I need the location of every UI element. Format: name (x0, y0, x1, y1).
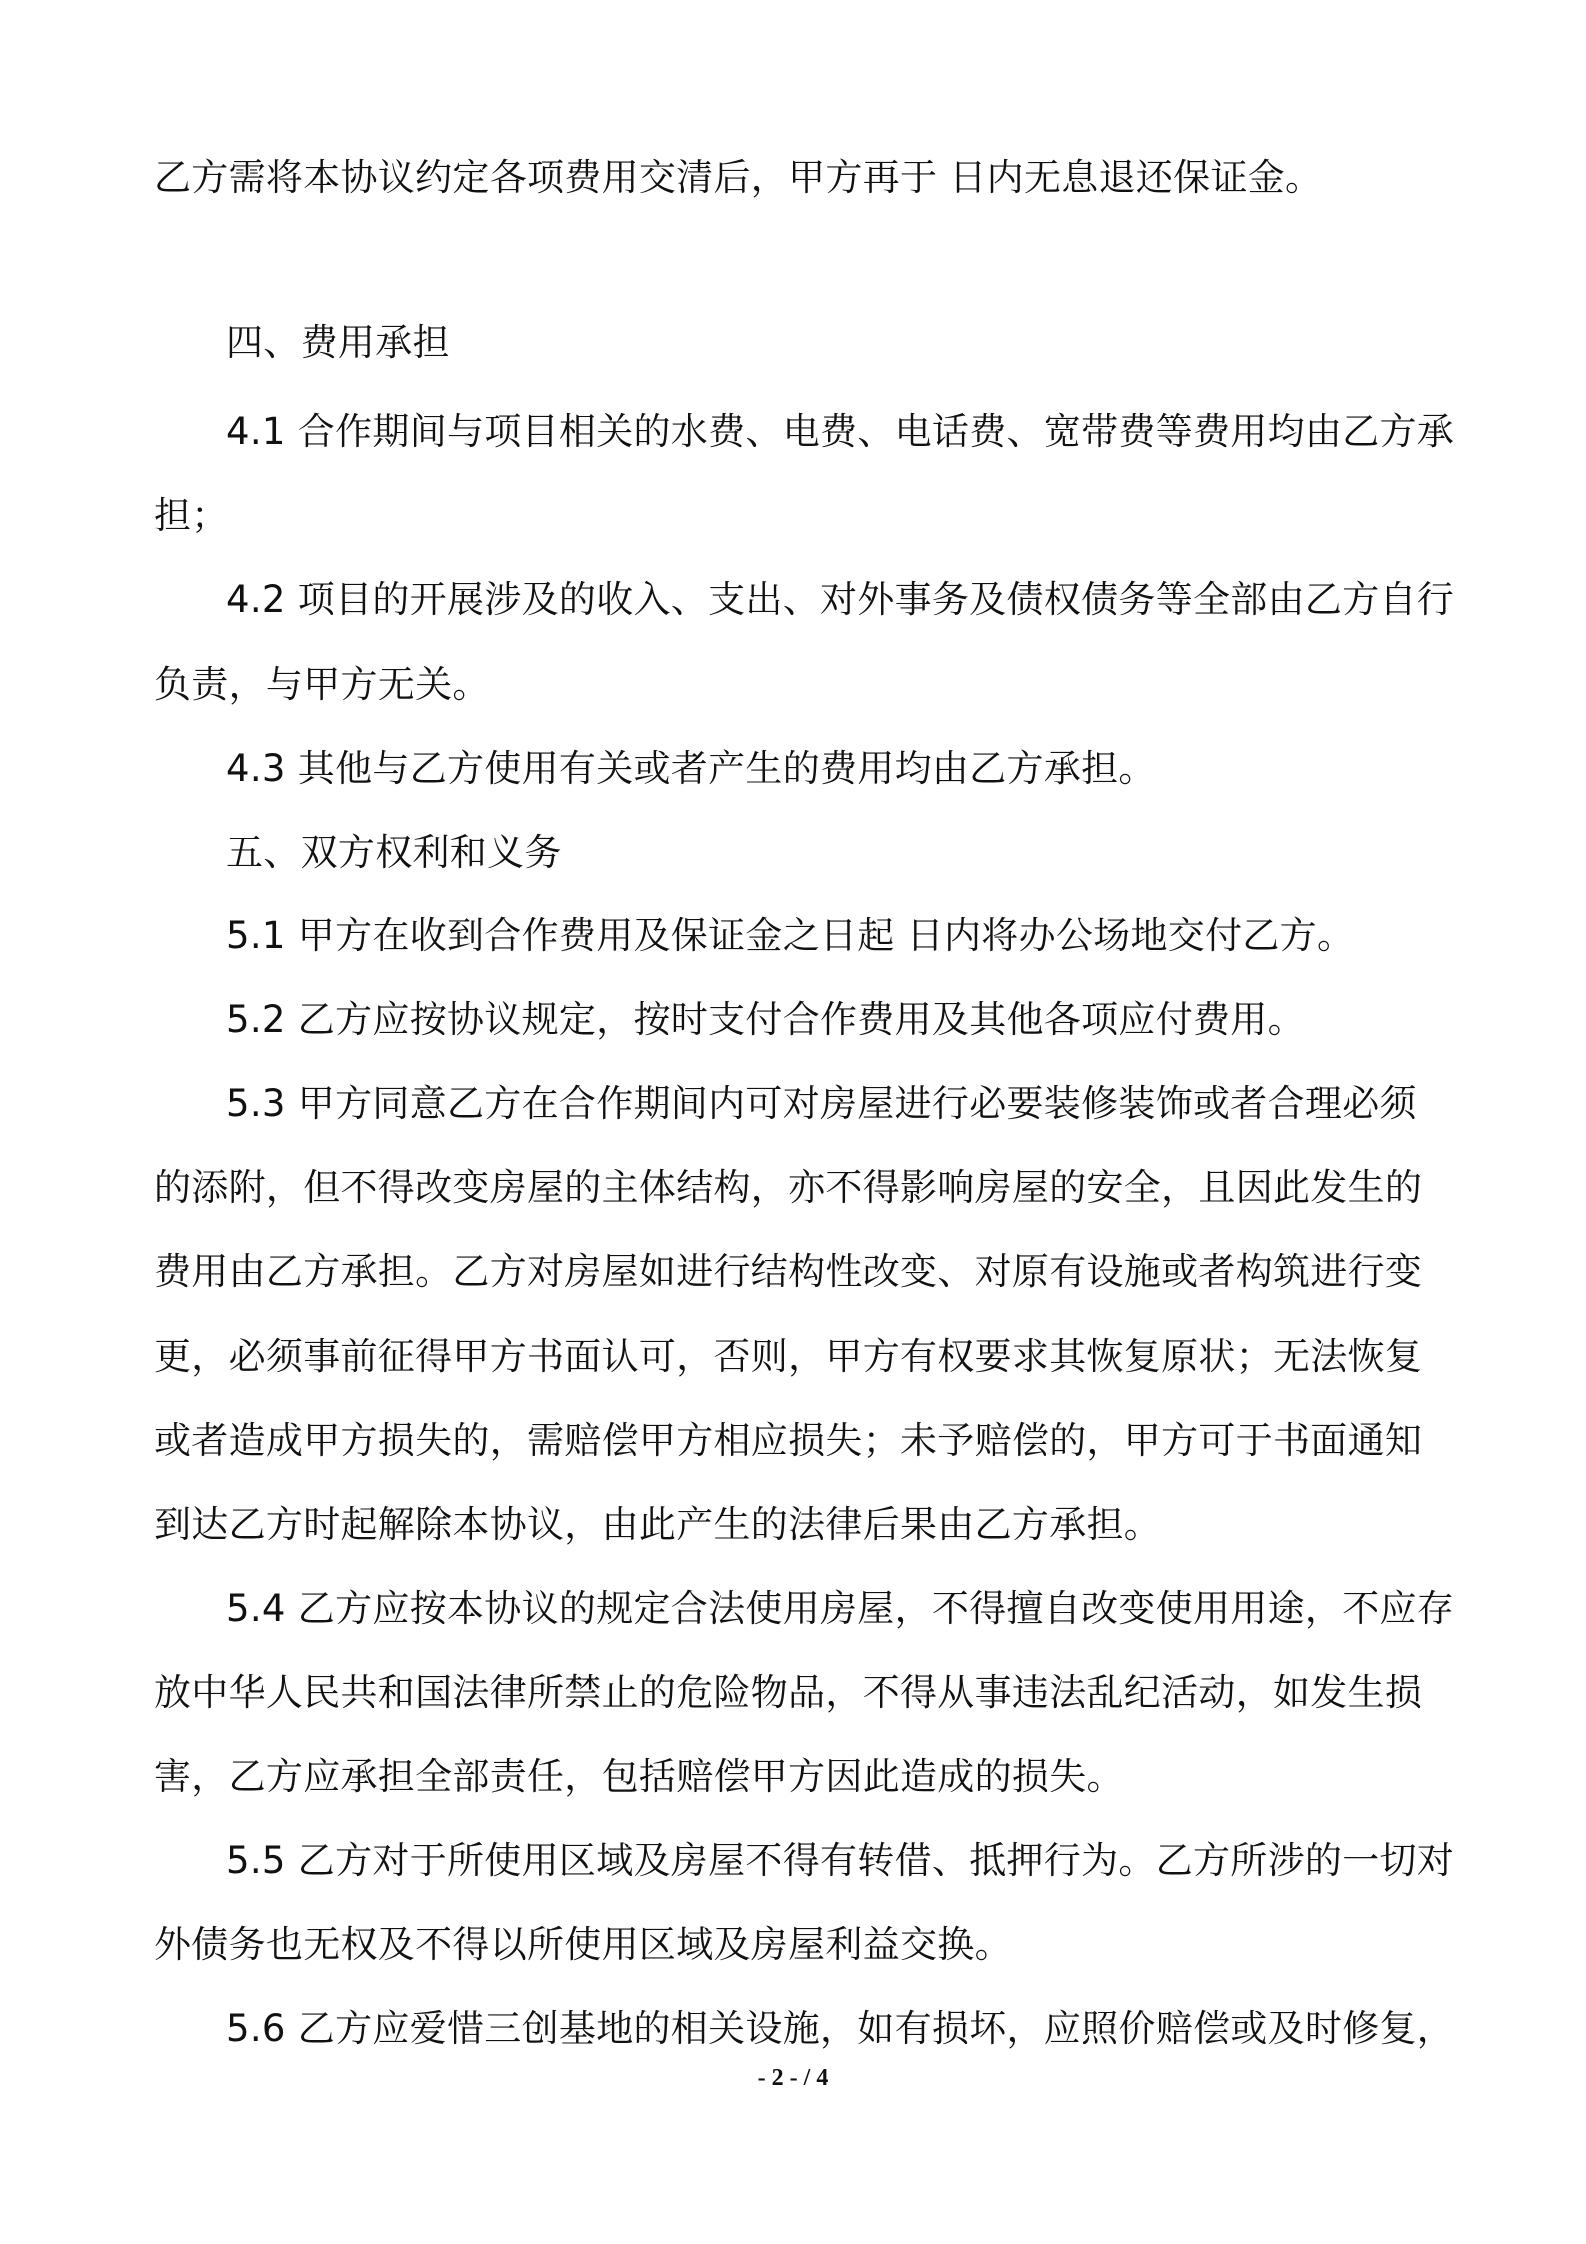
text-line: 到达乙方时起解除本协议，由此产生的法律后果由乙方承担。 (154, 1503, 1162, 1546)
text-line: 5.2 乙方应按协议规定，按时支付合作费用及其他各项应付费用。 (226, 998, 1305, 1041)
text-line: 5.1 甲方在收到合作费用及保证金之日起 日内将办公场地交付乙方。 (226, 914, 1355, 957)
text-line: 乙方需将本协议约定各项费用交清后，甲方再于 日内无息退还保证金。 (154, 156, 1323, 199)
text-line: 4.3 其他与乙方使用有关或者产生的费用均由乙方承担。 (226, 747, 1156, 790)
text-line: 负责，与甲方无关。 (154, 663, 490, 706)
text-line: 更，必须事前征得甲方书面认可，否则，甲方有权要求其恢复原状；无法恢复 (154, 1335, 1423, 1378)
text-line: 5.3 甲方同意乙方在合作期间内可对房屋进行必要装修装饰或者合理必须 (226, 1082, 1417, 1125)
text-line: 害，乙方应承担全部责任，包括赔偿甲方因此造成的损失。 (154, 1755, 1124, 1798)
text-line: 费用由乙方承担。乙方对房屋如进行结构性改变、对原有设施或者构筑进行变 (154, 1250, 1423, 1293)
text-line: 4.2 项目的开展涉及的收入、支出、对外事务及债权债务等全部由乙方自行 (226, 578, 1455, 621)
text-line: 外债务也无权及不得以所使用区域及房屋利益交换。 (154, 1923, 1012, 1966)
text-line: 或者造成甲方损失的，需赔偿甲方相应损失；未予赔偿的，甲方可于书面通知 (154, 1419, 1423, 1462)
text-line: 5.4 乙方应按本协议的规定合法使用房屋，不得擅自改变使用用途，不应存 (226, 1587, 1455, 1630)
text-line: 担； (154, 494, 229, 537)
text-line: 5.6 乙方应爱惜三创基地的相关设施，如有损坏，应照价赔偿或及时修复， (226, 2007, 1455, 2050)
text-line: 放中华人民共和国法律所禁止的危险物品，不得从事违法乱纪活动，如发生损 (154, 1671, 1423, 1714)
section-heading: 四、费用承担 (226, 321, 450, 364)
text-line: 4.1 合作期间与项目相关的水费、电费、电话费、宽带费等费用均由乙方承 (226, 410, 1455, 453)
text-line: 5.5 乙方对于所使用区域及房屋不得有转借、抵押行为。乙方所涉的一切对 (226, 1839, 1455, 1882)
section-heading: 五、双方权利和义务 (226, 831, 562, 874)
text-line: 的添附，但不得改变房屋的主体结构，亦不得影响房屋的安全，且因此发生的 (154, 1166, 1423, 1209)
page-number: - 2 - / 4 (757, 2065, 829, 2091)
